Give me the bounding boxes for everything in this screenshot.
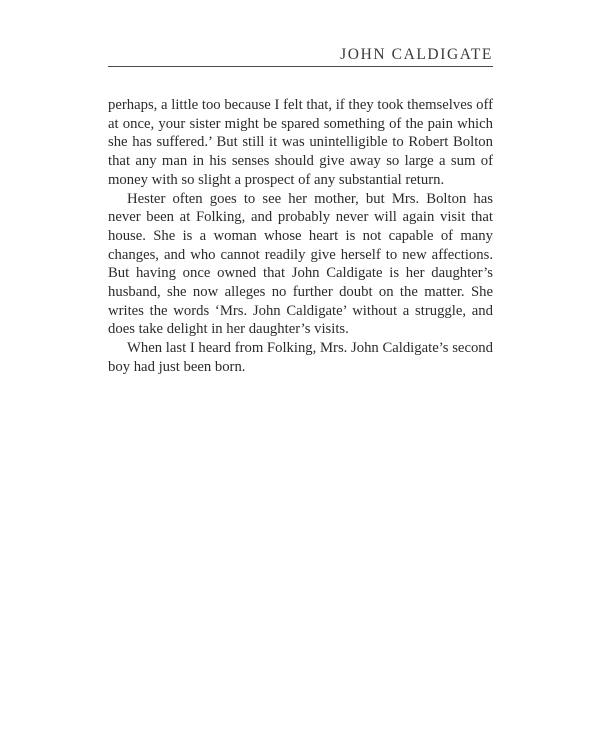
body-text [108,96,493,377]
paragraph-continuation: perhaps, a little too because I felt that, if they took themselves off at once, your sister might be spared something of the pain which she has suffered.’ But still it was unintelligible to Robert Bolton that any man in his senses should give away so large a sum of money with so slight a prospect of any substantial return. [108,97,493,188]
header-rule [108,66,493,67]
paragraph-closing: When last I heard from Folking, Mrs. John Caldigate’s second boy had just been born. [108,340,493,375]
paragraph-hester: Hester often goes to see her mother, but Mrs. Bolton has never been at Folking, and probably never will again visit that house. She is a woman whose heart is not capable of many changes, and who cannot readily give herself to new affections. But having once owned that John Caldigate is her daughter’s husband, she now alleges no further doubt on the matter. She writes the words ‘Mrs. John Caldigate’ without a struggle, and does take delight in her daughter’s visits. [108,190,493,338]
running-header-title: JOHN CALDIGATE [340,46,493,63]
